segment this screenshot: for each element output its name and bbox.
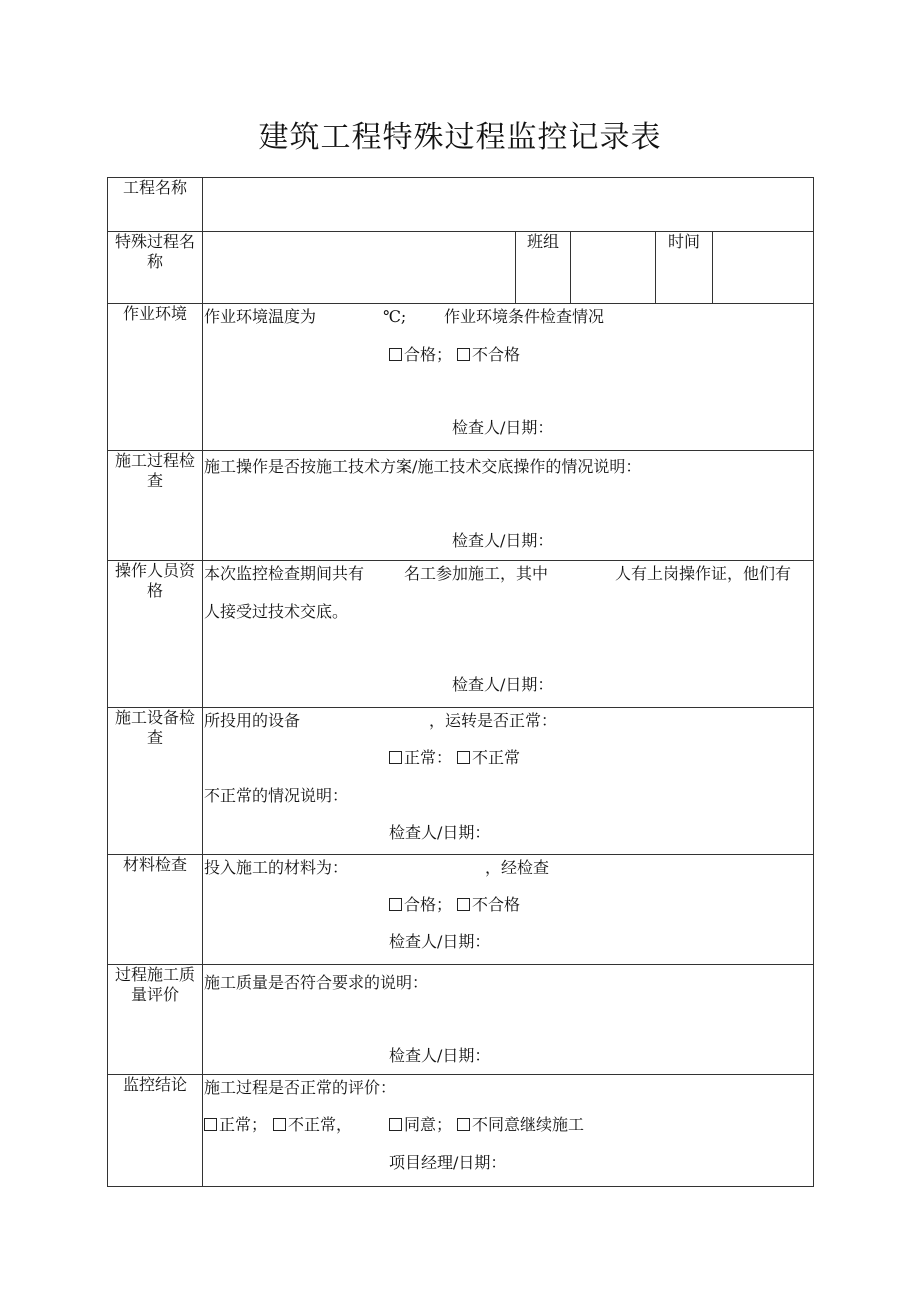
- conclusion-manager-date: 项目经理/日期：: [389, 1153, 507, 1172]
- checkbox-icon: [457, 898, 470, 911]
- time-field[interactable]: [713, 232, 814, 304]
- equipment-text2: ，运转是否正常：: [429, 711, 558, 730]
- checkbox-icon: [389, 348, 402, 361]
- project-name-field[interactable]: [203, 178, 814, 232]
- quality-evaluation-content: [203, 965, 814, 1075]
- checkbox-icon: [389, 1118, 402, 1131]
- row-environment: [108, 304, 814, 451]
- row-personnel: [108, 561, 814, 708]
- conclusion-text: 施工过程是否正常的评价：: [204, 1078, 397, 1097]
- material-check-label: 材料检查: [108, 855, 203, 965]
- construction-check-label: 施工过程检查: [108, 451, 203, 561]
- team-field[interactable]: [571, 232, 656, 304]
- environment-content: [203, 304, 814, 451]
- process-name-label: 特殊过程名称: [108, 232, 203, 304]
- monitoring-record-table: [107, 177, 814, 1187]
- row-quality: [108, 965, 814, 1075]
- page-title: 建筑工程特殊过程监控记录表: [258, 120, 662, 155]
- conclusion-disagree-option[interactable]: 不同意继续施工: [457, 1115, 584, 1135]
- personnel-text-part1: 本次监控检查期间共有: [204, 564, 365, 583]
- row-material: [108, 855, 814, 965]
- row-project: [108, 178, 814, 232]
- conclusion-agree-option[interactable]: 同意；: [389, 1115, 452, 1135]
- material-pass-option[interactable]: 合格；: [389, 895, 452, 915]
- material-text2: ，经检查: [485, 858, 550, 877]
- row-equipment: [108, 708, 814, 855]
- environment-label: 作业环境: [108, 304, 203, 451]
- equipment-abnormal-option[interactable]: 不正常: [457, 748, 520, 768]
- material-fail-option[interactable]: 不合格: [457, 895, 520, 915]
- checkbox-icon: [204, 1118, 217, 1131]
- conclusion-label: 监控结论: [108, 1075, 203, 1187]
- env-temp-unit: ℃;: [383, 307, 407, 326]
- checkbox-icon: [457, 348, 470, 361]
- row-process: [108, 232, 814, 304]
- material-check-content: [203, 855, 814, 965]
- checkbox-icon: [457, 1118, 470, 1131]
- env-condition-text: 作业环境条件检查情况: [444, 307, 605, 326]
- checkbox-icon: [389, 751, 402, 764]
- personnel-qualification-label: 操作人员资格: [108, 561, 203, 708]
- team-label: 班组: [516, 232, 571, 304]
- quality-inspector-date: 检查人/日期：: [389, 1046, 491, 1065]
- checkbox-icon: [457, 751, 470, 764]
- equipment-text1: 所投用的设备: [204, 711, 301, 730]
- process-name-field[interactable]: [203, 232, 516, 304]
- env-fail-option[interactable]: 不合格: [457, 345, 520, 365]
- checkbox-icon: [273, 1118, 286, 1131]
- env-temp-text: 作业环境温度为: [204, 307, 317, 326]
- construction-check-content: [203, 451, 814, 561]
- equipment-check-label: 施工设备检查: [108, 708, 203, 855]
- equipment-check-content: [203, 708, 814, 855]
- quality-text: 施工质量是否符合要求的说明：: [204, 973, 429, 992]
- conclusion-normal-option[interactable]: 正常；: [204, 1115, 267, 1135]
- material-text1: 投入施工的材料为：: [204, 858, 349, 877]
- row-construction: [108, 451, 814, 561]
- equipment-inspector-date: 检查人/日期：: [389, 823, 491, 842]
- row-conclusion: [108, 1075, 814, 1187]
- personnel-text-part2: 名工参加施工，其中: [404, 564, 549, 583]
- conclusion-content: [203, 1075, 814, 1187]
- time-label: 时间: [656, 232, 713, 304]
- personnel-qualification-content: [203, 561, 814, 708]
- equipment-normal-option[interactable]: 正常：: [389, 748, 452, 768]
- personnel-text-line2: 人接受过技术交底。: [204, 602, 349, 621]
- project-name-label: 工程名称: [108, 178, 203, 232]
- personnel-inspector-date: 检查人/日期：: [452, 675, 554, 694]
- conclusion-abnormal-option[interactable]: 不正常，: [273, 1115, 352, 1135]
- material-inspector-date: 检查人/日期：: [389, 932, 491, 951]
- env-pass-option[interactable]: 合格；: [389, 345, 452, 365]
- equipment-abnormal-explain: 不正常的情况说明：: [204, 786, 349, 805]
- quality-evaluation-label: 过程施工质量评价: [108, 965, 203, 1075]
- construction-check-text: 施工操作是否按施工技术方案/施工技术交底操作的情况说明：: [204, 457, 642, 476]
- checkbox-icon: [389, 898, 402, 911]
- personnel-text-part3: 人有上岗操作证，他们有: [615, 564, 792, 583]
- construction-inspector-date: 检查人/日期：: [452, 531, 554, 550]
- env-inspector-date: 检查人/日期：: [452, 418, 554, 437]
